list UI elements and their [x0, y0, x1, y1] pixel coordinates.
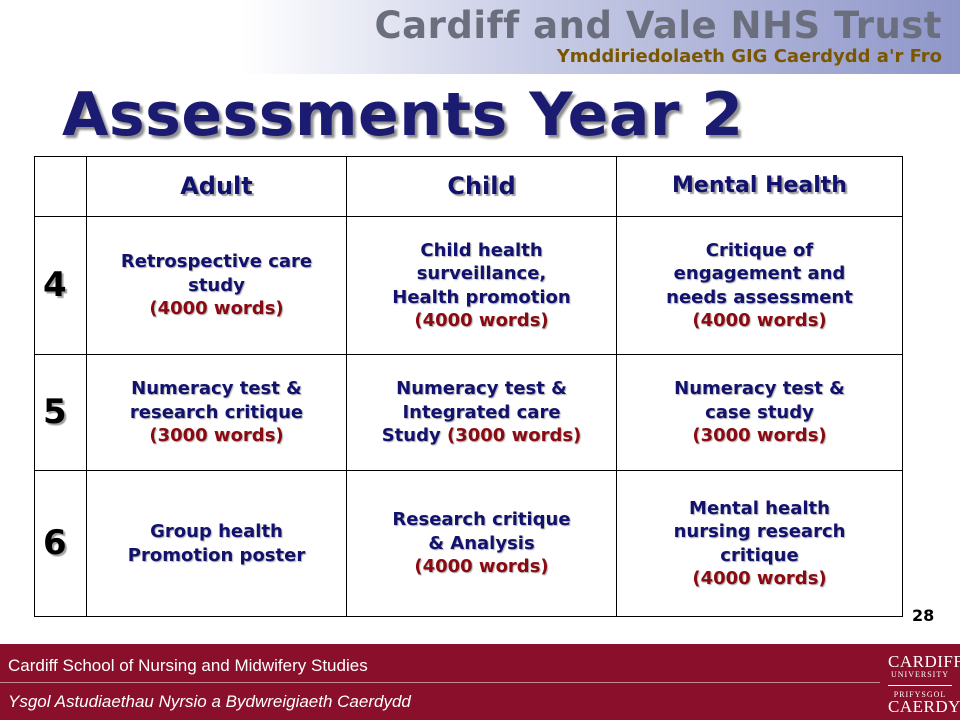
column-header-child: Child: [347, 157, 617, 217]
footer-banner: [0, 644, 974, 720]
cell-text: Group health: [150, 521, 283, 543]
cell-text: Numeracy test &: [674, 378, 845, 400]
cell-text: & Analysis: [428, 532, 535, 554]
word-count: (4000 words): [414, 309, 549, 331]
table-cell: [347, 217, 617, 355]
word-count: (4000 words): [414, 556, 549, 578]
column-header-mental-health: Mental Health: [617, 157, 903, 217]
footer-divider: [0, 682, 880, 683]
word-count: (4000 words): [149, 298, 284, 320]
cell-text: critique: [720, 544, 799, 566]
table-corner-cell: [35, 157, 87, 217]
org-name-welsh: Ymddiriedolaeth GIG Caerdydd a'r Fro: [556, 46, 942, 67]
cardiff-university-logo: [888, 652, 974, 717]
logo-word-prifysgol: PRIFYSGOL: [893, 690, 947, 699]
word-count: (3000 words): [149, 425, 284, 447]
logo-rule: [888, 685, 952, 686]
logo-word-caerdydd: CAERDYD: [888, 697, 974, 716]
table-cell: [347, 471, 617, 617]
cell-text-with-words: [355, 424, 608, 447]
table-cell: [347, 355, 617, 471]
row-label: 5: [35, 355, 87, 471]
page-number: 28: [912, 606, 935, 625]
cell-text: needs assessment: [666, 286, 853, 308]
table-cell: [617, 355, 903, 471]
header-banner: [0, 0, 960, 74]
cell-text: Child health: [420, 239, 543, 261]
cell-text: case study: [705, 401, 814, 423]
table-cell: [617, 471, 903, 617]
word-count: (3000 words): [446, 425, 582, 447]
org-name: Cardiff and Vale NHS Trust: [374, 4, 942, 47]
cell-text: Health promotion: [392, 286, 571, 308]
cell-text: nursing research: [673, 521, 846, 543]
cell-text: research critique: [129, 401, 304, 423]
table-row: [35, 355, 903, 471]
column-header-adult: Adult: [87, 157, 347, 217]
cell-text: Retrospective care: [120, 251, 313, 273]
word-count: (3000 words): [692, 425, 827, 447]
table-cell: [87, 217, 347, 355]
cell-text: Mental health: [689, 497, 830, 519]
cell-text: Critique of: [705, 239, 814, 261]
table-cell: [87, 355, 347, 471]
logo-word-cardiff: CARDIFF: [888, 652, 964, 671]
cell-text: Numeracy test &: [396, 378, 567, 400]
slide-title: Assessments Year 2: [62, 80, 744, 150]
cell-text: study: [188, 274, 245, 296]
cell-text: Research critique: [392, 509, 571, 531]
table-row: [35, 471, 903, 617]
table-cell: [617, 217, 903, 355]
table-cell: [87, 471, 347, 617]
cell-text: Integrated care: [402, 401, 561, 423]
row-label: 4: [35, 217, 87, 355]
cell-text: surveillance,: [416, 263, 547, 285]
word-count: (4000 words): [692, 309, 827, 331]
table-row: [35, 217, 903, 355]
cell-text: Promotion poster: [127, 544, 306, 566]
logo-word-university: UNIVERSITY: [891, 670, 949, 679]
word-count: (4000 words): [692, 567, 827, 589]
row-label: 6: [35, 471, 87, 617]
cell-text: Study: [381, 425, 447, 447]
school-name-english: Cardiff School of Nursing and Midwifery Studies: [8, 656, 368, 675]
cell-text: engagement and: [673, 263, 846, 285]
school-name-welsh: Ysgol Astudiaethau Nyrsio a Bydwreigiaeth Caerdydd: [8, 692, 411, 711]
cell-text: Numeracy test &: [131, 378, 302, 400]
table-header-row: [35, 157, 903, 217]
assessments-table: [34, 156, 903, 617]
